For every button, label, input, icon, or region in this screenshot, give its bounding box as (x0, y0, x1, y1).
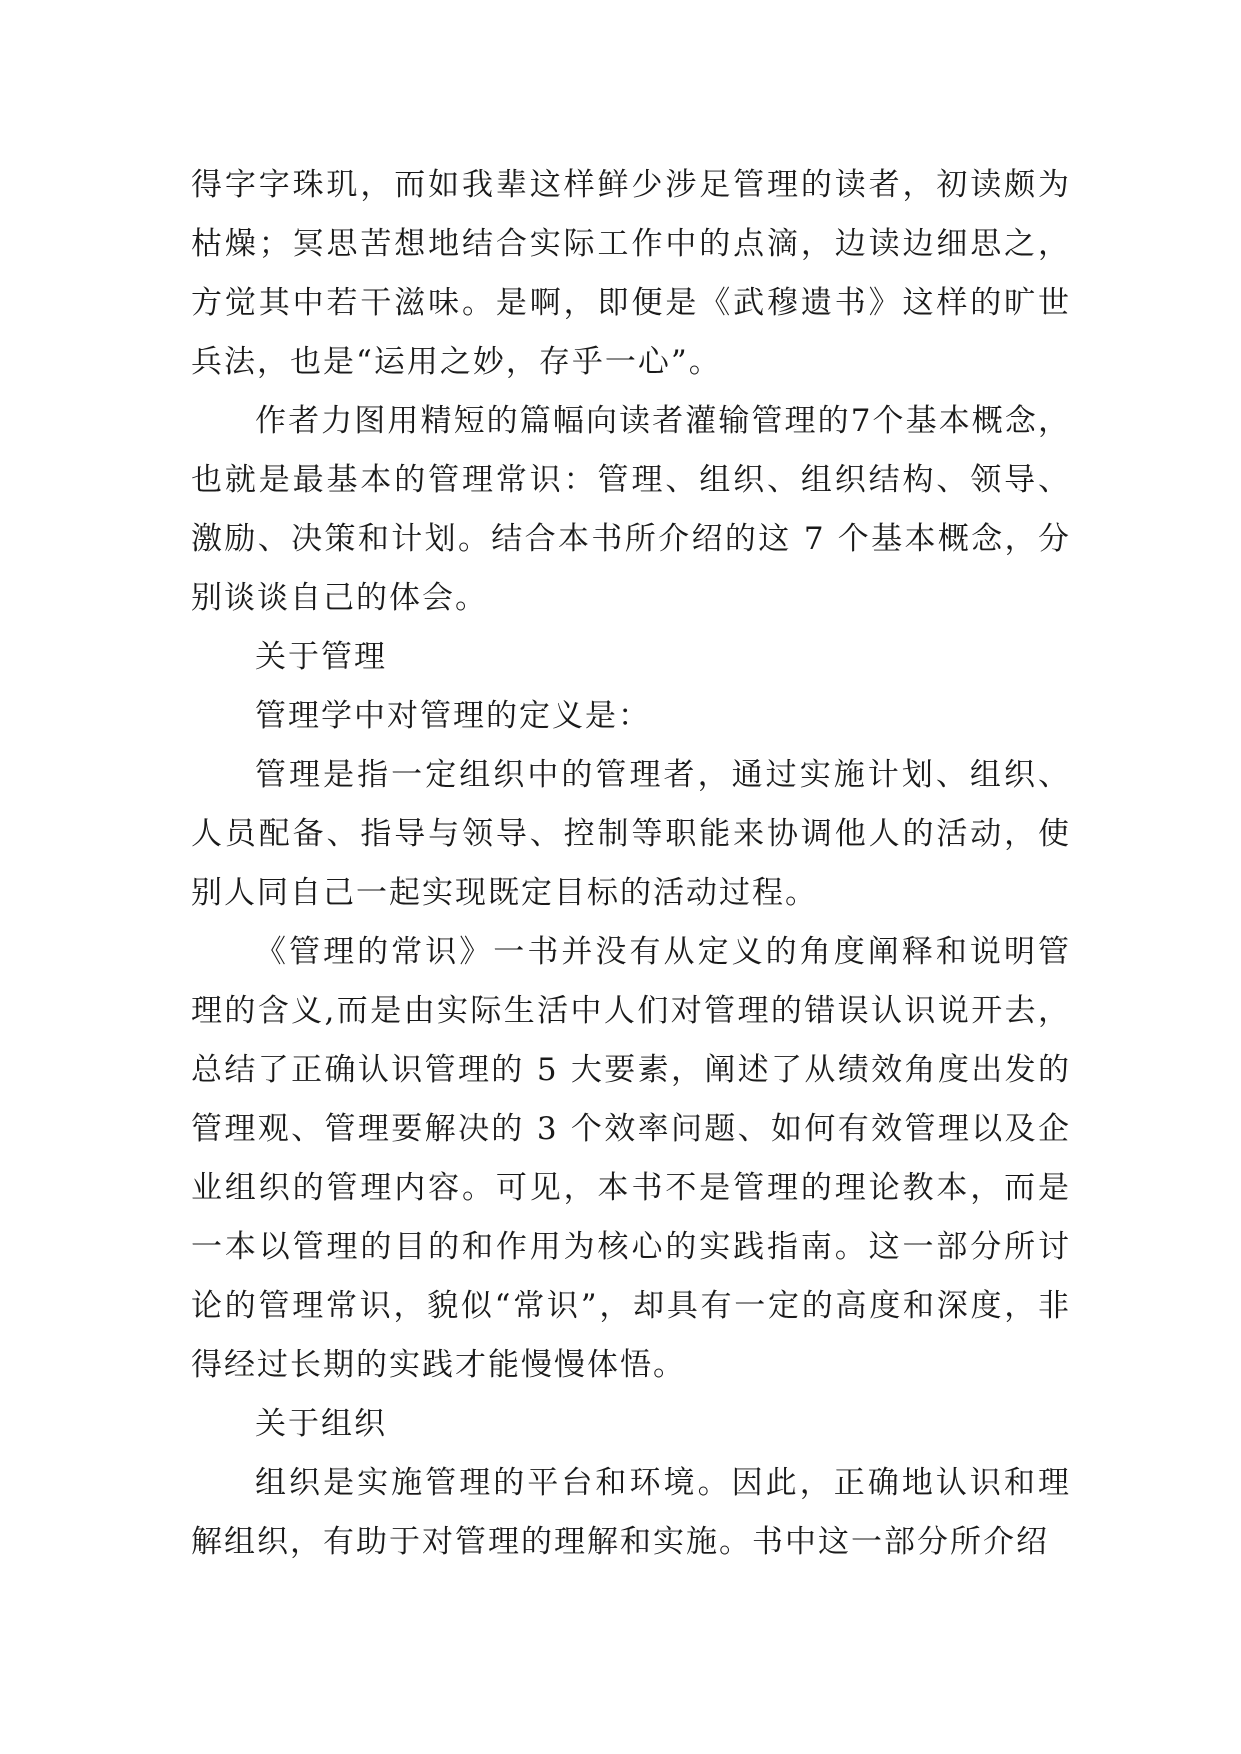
section-heading-organization: 关于组织 (255, 1406, 387, 1442)
paragraph-definition: 管理是指一定组织中的管理者，通过实施计划、组织、人员配备、指导与领导、控制等职能来协调他人的活动，使别人同自己一起实现既定目标的活动过程。 (191, 757, 1071, 911)
paragraph-basic-concepts: 作者力图用精短的篇幅向读者灌输管理的7个基本概念，也就是最基本的管理常识：管理、组织、组织结构、领导、激励、决策和计划。结合本书所介绍的这 7 个基本概念，分别谈谈自己的体会。 (191, 403, 1071, 616)
section-heading-management: 关于管理 (255, 639, 387, 675)
paragraph-book-summary: 《管理的常识》一书并没有从定义的角度阐释和说明管理的含义,而是由实际生活中人们对管理的错误认识说开去，总结了正确认识管理的 5 大要素，阐述了从绩效角度出发的管理观、管理要解决的 3 个效率问题、如何有效管理以及企业组织的管理内容。可见，本书不是管理的理论教本，而是一本以管理的目的和作用为核心的实践指南。这一部分所讨论的管理常识，貌似“常识”，却具有一定的高度和深度，非得经过长期的实践才能慢慢体悟。 (191, 934, 1071, 1383)
paragraph-definition-intro: 管理学中对管理的定义是： (255, 698, 651, 734)
document-body (191, 156, 1071, 1572)
paragraph-continuation: 得字字珠玑，而如我辈这样鲜少涉足管理的读者，初读颇为枯燥；冥思苦想地结合实际工作中的点滴，边读边细思之，方觉其中若干滋味。是啊，即便是《武穆遗书》这样的旷世兵法，也是“运用之妙，存乎一心”。 (191, 167, 1071, 380)
paragraph-organization: 组织是实施管理的平台和环境。因此，正确地认识和理解组织，有助于对管理的理解和实施。书中这一部分所介绍 (191, 1465, 1071, 1560)
